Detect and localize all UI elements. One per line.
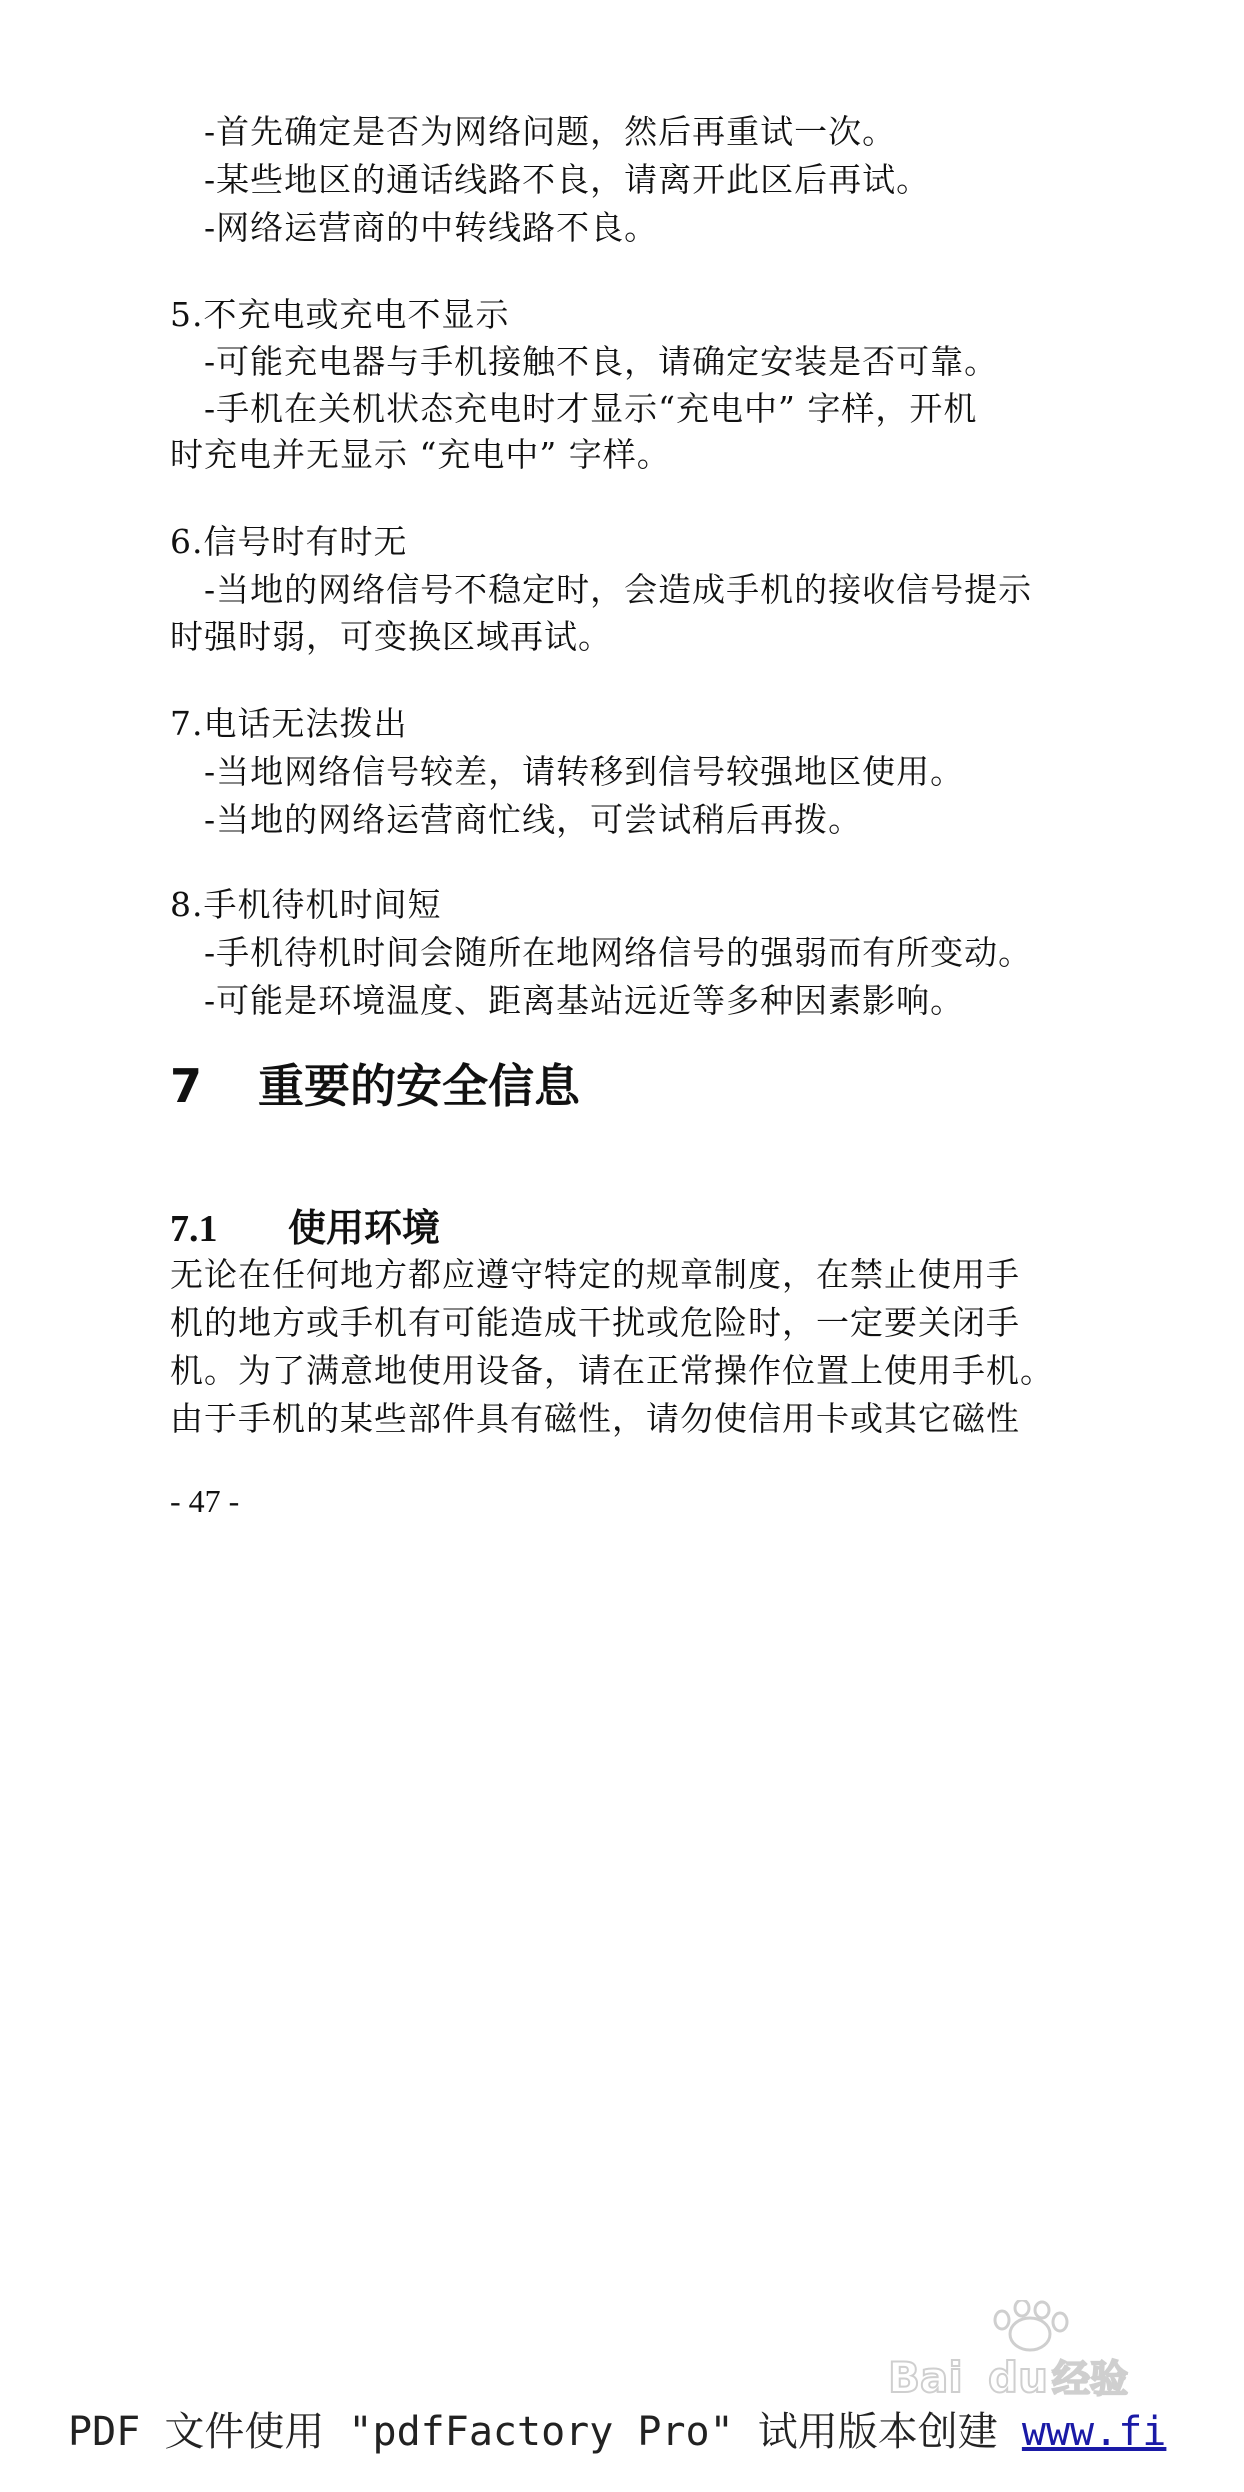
tip-line: -当地的网络信号不稳定时，会造成手机的接收信号提示 bbox=[204, 570, 1033, 609]
subsection-title: 使用环境 bbox=[288, 1206, 441, 1250]
section-title: 重要的安全信息 bbox=[258, 1059, 580, 1113]
paragraph-line: 由于手机的某些部件具有磁性，请勿使信用卡或其它磁性 bbox=[170, 1399, 1020, 1438]
svg-text:Bai: Bai bbox=[888, 2353, 963, 2402]
tip-line: -手机待机时间会随所在地网络信号的强弱而有所变动。 bbox=[204, 933, 1033, 972]
paragraph-line: 机的地方或手机有可能造成干扰或危险时，一定要关闭手 bbox=[170, 1303, 1020, 1342]
tip-line-continued: 时充电并无显示 “充电中” 字样。 bbox=[170, 435, 671, 474]
footer-link[interactable]: www.fi bbox=[1021, 2409, 1167, 2455]
tip-line-continued: 时强时弱，可变换区域再试。 bbox=[170, 617, 612, 656]
subsection-number: 7.1 bbox=[170, 1208, 218, 1250]
svg-text:经验: 经验 bbox=[1052, 2357, 1129, 2401]
section-number: 7 bbox=[170, 1059, 203, 1113]
tip-line: -手机在关机状态充电时才显示“充电中” 字样，开机 bbox=[204, 389, 978, 428]
tip-line: -当地的网络运营商忙线，可尝试稍后再拨。 bbox=[204, 800, 863, 839]
svg-text:du: du bbox=[988, 2353, 1048, 2402]
tip-line: -可能是环境温度、距离基站远近等多种因素影响。 bbox=[204, 981, 965, 1020]
section-heading bbox=[170, 1050, 580, 1116]
subsection-heading bbox=[170, 1197, 440, 1252]
tip-line: -可能充电器与手机接触不良，请确定安装是否可靠。 bbox=[204, 342, 999, 381]
footer-text: PDF 文件使用 "pdfFactory Pro" 试用版本创建 bbox=[68, 2409, 1022, 2455]
tip-line: -网络运营商的中转线路不良。 bbox=[204, 208, 659, 247]
paragraph-line: 机。为了满意地使用设备，请在正常操作位置上使用手机。 bbox=[170, 1351, 1054, 1390]
paragraph-line: 无论在任何地方都应遵守特定的规章制度，在禁止使用手 bbox=[170, 1255, 1020, 1294]
problem-heading-7: 7.电话无法拨出 bbox=[170, 704, 408, 743]
tip-line: -首先确定是否为网络问题，然后再重试一次。 bbox=[204, 112, 897, 151]
pdf-footer bbox=[68, 2400, 1166, 2457]
page-number: - 47 - bbox=[170, 1483, 240, 1519]
problem-heading-6: 6.信号时有时无 bbox=[170, 522, 408, 561]
tip-line: -某些地区的通话线路不良，请离开此区后再试。 bbox=[204, 160, 931, 199]
problem-heading-8: 8.手机待机时间短 bbox=[170, 885, 442, 924]
problem-heading-5: 5.不充电或充电不显示 bbox=[170, 295, 510, 334]
baidu-watermark-logo bbox=[880, 2300, 1180, 2410]
tip-line: -当地网络信号较差，请转移到信号较强地区使用。 bbox=[204, 752, 965, 791]
